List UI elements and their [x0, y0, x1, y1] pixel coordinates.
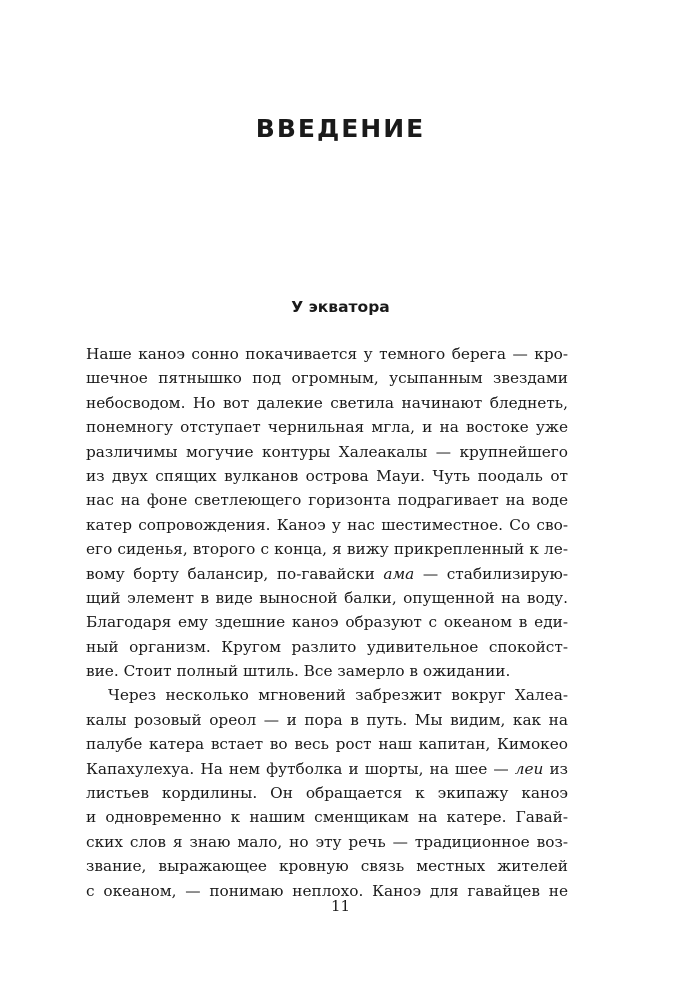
text-line: звание, выражающее кровную связь местных жителей	[86, 857, 568, 876]
text-line: из двух спящих вулканов острова Мауи. Чуть поодаль от	[86, 466, 568, 485]
text-line: с океаном, — понимаю неплохо. Каноэ для гавайцев не	[86, 881, 568, 900]
text-line: Наше каноэ сонно покачивается у темного берега — кро-	[86, 345, 568, 363]
page-number: 11	[330, 897, 351, 915]
text-line: ских слов я знаю мало, но эту речь — традиционное воз-	[86, 832, 568, 851]
text-line: ный организм. Кругом разлито удивительное спокойст-	[86, 637, 568, 656]
text-line: понемногу отступает чернильная мгла, и на востоке уже	[86, 418, 568, 437]
text-line: щий элемент в виде выносной балки, опущенной на воду.	[86, 588, 568, 607]
text-line: шечное пятнышко под огромным, усыпанным звездами	[86, 369, 568, 388]
text-line: Через несколько мгновений забрезжит вокруг Халеа-	[108, 686, 568, 705]
text-line: катер сопровождения. Каноэ у нас шестиместное. Со сво-	[86, 515, 568, 534]
text-line: его сиденья, второго с конца, я вижу прикрепленный к ле-	[86, 540, 568, 559]
text-line: палубе катера встает во весь рост наш капитан, Кимокео	[86, 735, 568, 754]
text-line: вому борту балансир, по-гавайски ама — стабилизирую-	[86, 564, 568, 583]
text-line: различимы могучие контуры Халеакалы — крупнейшего	[86, 442, 568, 461]
paragraph-2	[86, 683, 568, 903]
text-line: Благодаря ему здешние каноэ образуют с океаном в еди-	[86, 613, 568, 632]
text-line: вие. Стоит полный штиль. Все замерло в ожидании.	[86, 662, 511, 681]
text-line: листьев кордилины. Он обращается к экипажу каноэ	[86, 784, 568, 803]
text-line: небосводом. Но вот далекие светила начинают бледнеть,	[86, 393, 568, 412]
paragraph-1	[86, 342, 568, 683]
text-line: калы розовый ореол — и пора в путь. Мы видим, как на	[86, 710, 568, 729]
chapter-title: ВВЕДЕНИЕ	[255, 114, 426, 143]
text-line: нас на фоне светлеющего горизонта подрагивает на воде	[86, 491, 568, 510]
section-title: У экватора	[291, 298, 390, 316]
text-line: Капахулехуа. На нем футболка и шорты, на шее — леи из	[86, 759, 568, 778]
text-line: и одновременно к нашим сменщикам на катере. Гавай-	[86, 808, 568, 827]
body-text	[86, 342, 568, 903]
